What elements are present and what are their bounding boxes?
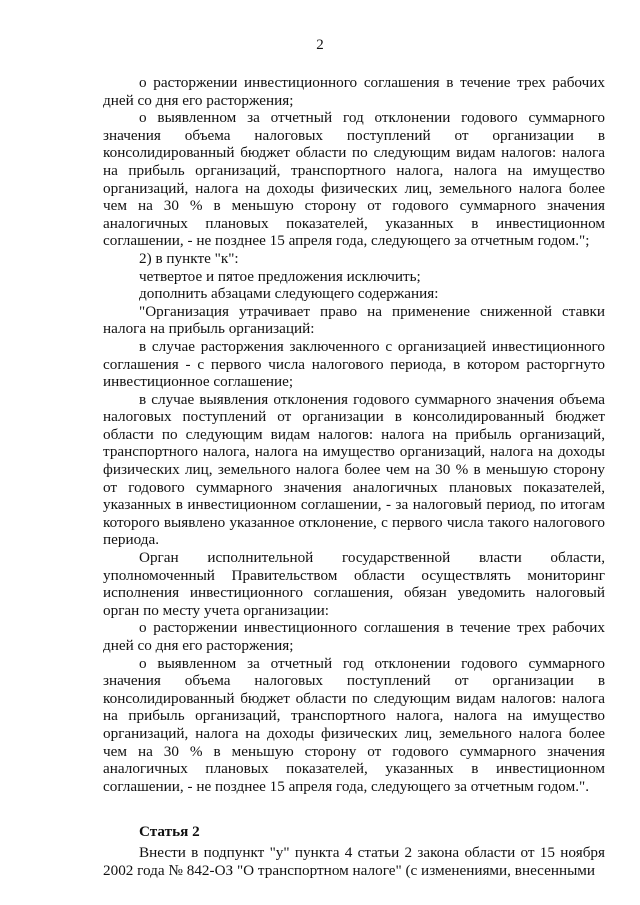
paragraph-7: в случае расторжения заключенного с организацией инвестиционного соглашения - с первого числа налогового периода, в котором расторгнуто инвестиционное соглашение;: [103, 337, 605, 391]
page-number: 2: [316, 37, 324, 53]
paragraph-10: о расторжении инвестиционного соглашения в течение трех рабочих дней со дня его расторжения;: [103, 619, 605, 654]
article-paragraph-1: Внести в подпункт "у" пункта 4 статьи 2 закона области от 15 ноября 2002 года № 842-ОЗ "О транспортном налоге" (с изменениями, внесенными: [103, 843, 605, 879]
paragraph-9: Орган исполнительной государственной власти области, уполномоченный Правительством области осуществлять мониторинг исполнения инвестиционного соглашения, обязан уведомить налоговый орган по месту учета организации:: [103, 549, 605, 619]
paragraph-3: 2) в пункте "к":: [139, 249, 239, 267]
paragraph-6: "Организация утрачивает право на применение сниженной ставки налога на прибыль организаций:: [103, 302, 605, 338]
article-heading: Статья 2: [139, 823, 200, 841]
paragraph-8: в случае выявления отклонения годового суммарного значения объема налоговых поступлений от организации в консолидированный бюджет области по следующим видам налогов: налога на прибыль организаций, транспортного налога, налога на имущество организаций, налога на доходы физических лиц, земельного налога более чем на 30 % в меньшую сторону от годового суммарного значения аналогичных плановых показателей, указанных в инвестиционном соглашении, - за налоговый период, по итогам которого выявлено указанное отклонение, с первого числа такого налогового периода.: [103, 390, 605, 549]
paragraph-11: о выявленном за отчетный год отклонении годового суммарного значения объема налоговых поступлений от организации в консолидированный бюджет области по следующим видам налогов: налога на прибыль организаций, транспортного налога, налога на имущество организаций, налога на доходы физических лиц, земельного налога более чем на 30 % в меньшую сторону от годового суммарного значения аналогичных плановых показателей, указанных в инвестиционном соглашении, - не позднее 15 апреля года, следующего за отчетным годом.".: [103, 654, 605, 795]
paragraph-2: о выявленном за отчетный год отклонении годового суммарного значения объема налоговых поступлений от организации в консолидированный бюджет области по следующим видам налогов: налога на прибыль организаций, транспортного налога, налога на имущество организаций, налога на доходы физических лиц, земельного налога более чем на 30 % в меньшую сторону от годового суммарного значения аналогичных плановых показателей, указанных в инвестиционном соглашении, - не позднее 15 апреля года, следующего за отчетным годом.";: [103, 109, 605, 250]
paragraph-4: четвертое и пятое предложения исключить;: [139, 267, 421, 285]
paragraph-1: о расторжении инвестиционного соглашения в течение трех рабочих дней со дня его расторжения;: [103, 74, 605, 109]
paragraph-5: дополнить абзацами следующего содержания:: [139, 285, 439, 303]
document-body: [103, 74, 605, 879]
